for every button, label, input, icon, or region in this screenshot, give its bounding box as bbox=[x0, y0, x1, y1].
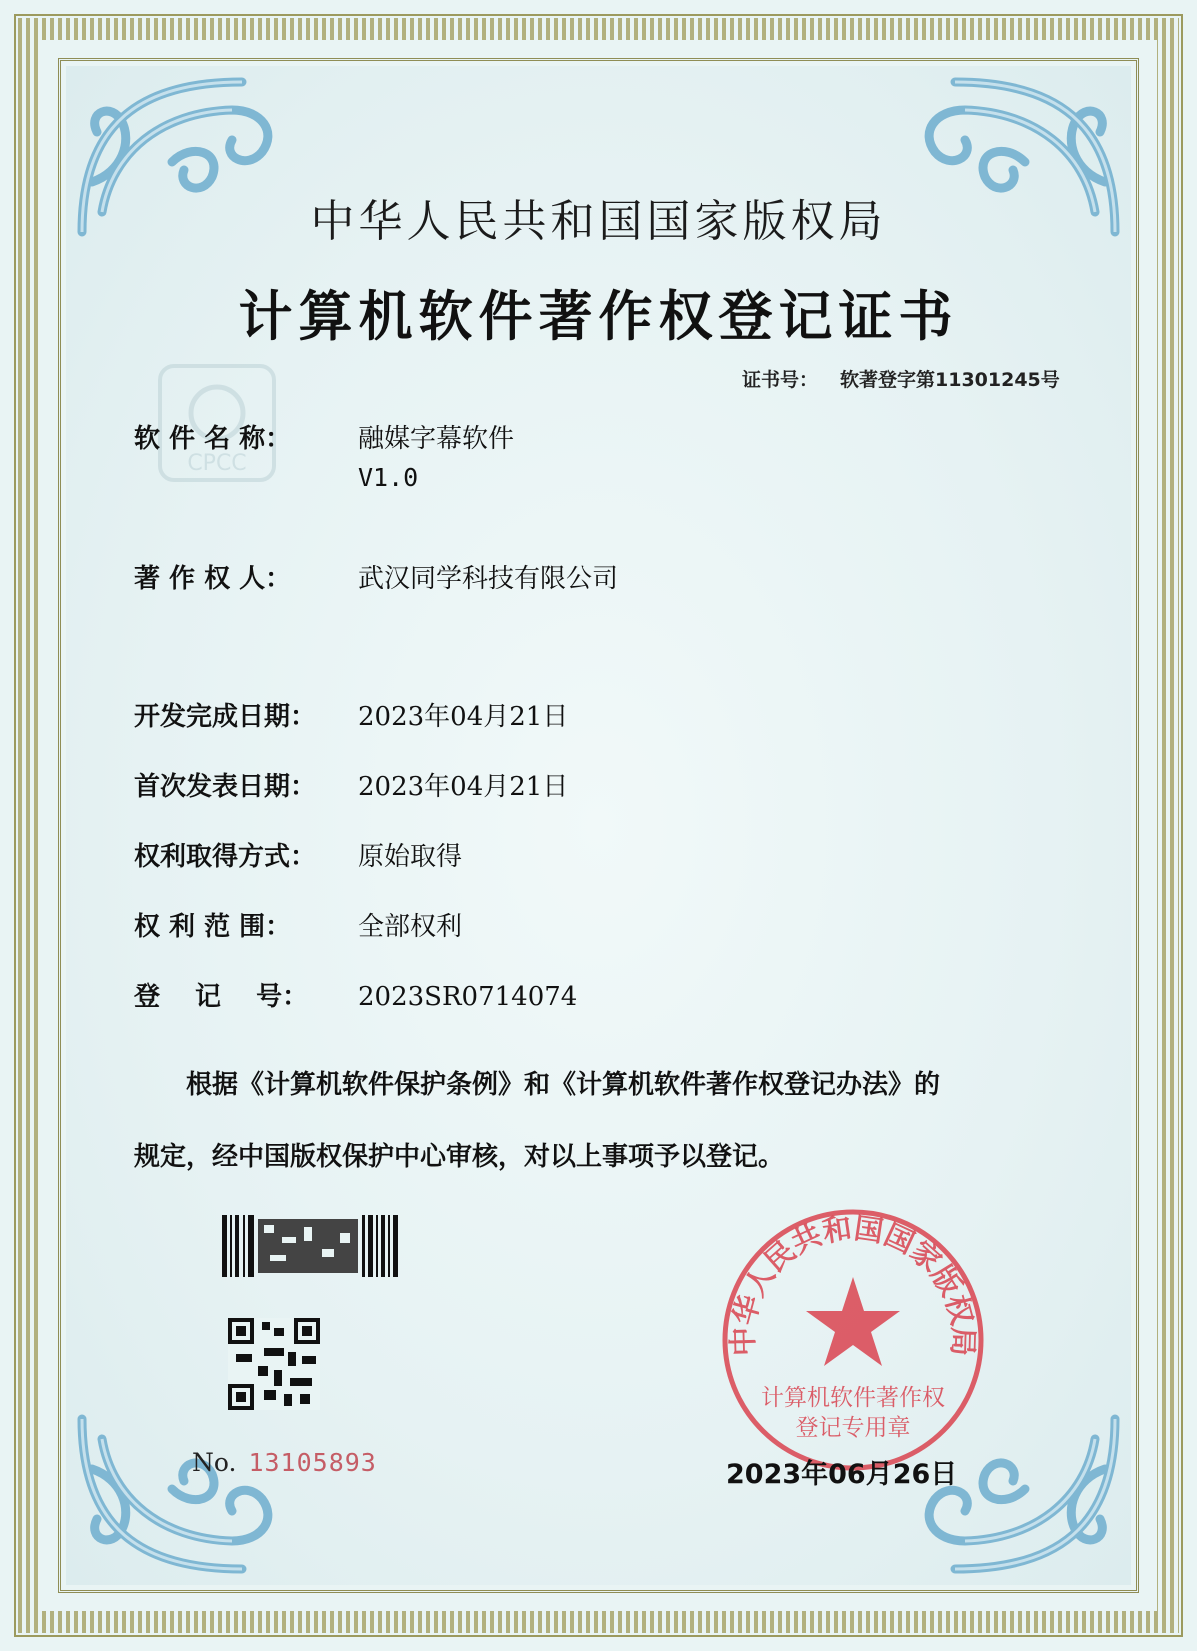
statement-line-1: 根据《计算机软件保护条例》和《计算机软件著作权登记办法》的 bbox=[186, 1070, 941, 1100]
seal-outer-text: 中华人民共和国国家版权局 bbox=[725, 1210, 981, 1357]
field-label: 开发完成日期： bbox=[134, 702, 317, 732]
corner-ornament-bottom-left bbox=[62, 1399, 302, 1589]
software-version: V1.0 bbox=[358, 463, 419, 492]
field-label: 登 记 号： bbox=[134, 982, 309, 1012]
field-value: 2023SR0714074 bbox=[358, 982, 578, 1012]
statement-line-2: 规定，经中国版权保护中心审核，对以上事项予以登记。 bbox=[134, 1142, 785, 1172]
field-first-publish-date bbox=[134, 766, 568, 803]
field-value: 2023年04月21日 bbox=[358, 772, 569, 802]
field-registration-number bbox=[134, 976, 577, 1013]
field-software-name bbox=[134, 418, 514, 455]
field-label: 软 件 名 称： bbox=[134, 424, 292, 454]
serial-value: 13105893 bbox=[248, 1448, 377, 1477]
field-label: 权 利 范 围： bbox=[134, 912, 292, 942]
barcode bbox=[222, 1215, 398, 1277]
seal-inner-line-1: 计算机软件著作权 bbox=[761, 1385, 945, 1411]
seal-inner-line-2: 登记专用章 bbox=[795, 1415, 911, 1441]
field-value: 原始取得 bbox=[358, 842, 463, 872]
serial-number bbox=[192, 1448, 377, 1477]
serial-label: No. bbox=[192, 1448, 237, 1477]
field-value: 融媒字幕软件 bbox=[358, 424, 515, 454]
field-value: 武汉同学科技有限公司 bbox=[358, 564, 619, 594]
field-completion-date bbox=[134, 696, 568, 733]
certificate-number bbox=[742, 365, 1060, 392]
field-value: 全部权利 bbox=[358, 912, 463, 942]
field-label: 著 作 权 人： bbox=[134, 564, 292, 594]
cert-no-value: 软著登字第11301245号 bbox=[840, 369, 1060, 391]
field-label: 首次发表日期： bbox=[134, 772, 317, 802]
seal-star-icon bbox=[806, 1277, 900, 1366]
field-rights-scope bbox=[134, 906, 462, 943]
issuing-authority: 中华人民共和国国家版权局 bbox=[310, 196, 887, 247]
official-seal bbox=[718, 1205, 988, 1475]
field-label: 权利取得方式： bbox=[134, 842, 317, 872]
cert-no-label: 证书号： bbox=[742, 369, 819, 391]
field-value: 2023年04月21日 bbox=[358, 702, 569, 732]
field-copyright-owner bbox=[134, 558, 618, 595]
certificate-title: 计算机软件著作权登记证书 bbox=[238, 284, 959, 348]
issue-date: 2023年06月26日 bbox=[726, 1459, 958, 1490]
field-acquisition-method bbox=[134, 836, 462, 873]
logo-text: CPCC bbox=[187, 451, 247, 476]
qr-code bbox=[228, 1318, 320, 1410]
